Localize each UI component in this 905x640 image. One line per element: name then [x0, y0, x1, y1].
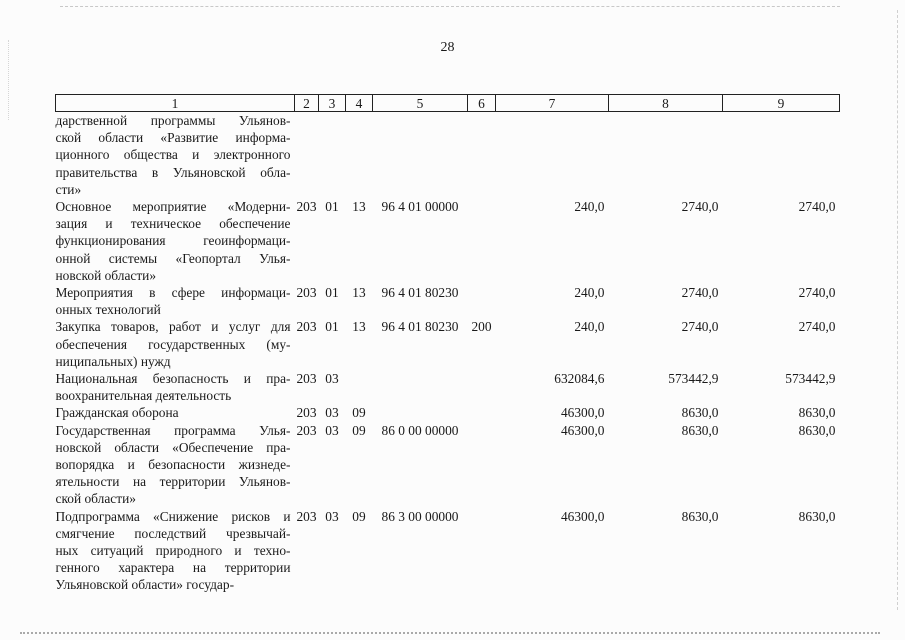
- row-cell-c3: 01: [325, 319, 339, 335]
- table-body: [56, 112, 840, 594]
- column-header: 6: [468, 95, 496, 112]
- table-row: [56, 370, 840, 404]
- table-row: [56, 318, 840, 370]
- row-cell-c3: 03: [325, 422, 339, 438]
- row-name-cell: [56, 508, 295, 594]
- row-name-cell: [56, 198, 295, 284]
- row-name-line: Государственная программа Улья-: [55, 422, 291, 438]
- row-cell-c9: 2740,0: [798, 285, 836, 301]
- table-row: [56, 112, 840, 199]
- row-name-cell: [56, 112, 295, 199]
- column-header: 4: [346, 95, 373, 112]
- row-cell-c7: 632084,6: [554, 371, 605, 387]
- row-cell-c5: [373, 112, 468, 199]
- table-row: [56, 508, 840, 594]
- table-row: [56, 422, 840, 508]
- row-name-line: онной системы «Геопортал Улья-: [55, 250, 291, 266]
- row-cell-c4: 09: [352, 422, 366, 438]
- column-header: 1: [56, 95, 295, 112]
- row-name-line: вопорядка и безопасности жизнеде-: [55, 457, 291, 473]
- row-cell-c8: 2740,0: [681, 319, 719, 335]
- scan-edge-right: [897, 10, 898, 610]
- row-cell-c5: 86 3 00 00000: [381, 508, 459, 524]
- row-name-line: онных технологий: [55, 302, 161, 318]
- row-cell-c6: [468, 198, 496, 284]
- row-cell-c6: [468, 284, 496, 318]
- row-cell-c9: 8630,0: [798, 405, 836, 421]
- row-cell-c2: 203: [296, 508, 317, 524]
- row-cell-c6: [468, 112, 496, 199]
- row-cell-c3: 01: [325, 285, 339, 301]
- row-cell-c8: 2740,0: [681, 285, 719, 301]
- row-cell-c5: 86 0 00 00000: [381, 422, 459, 438]
- row-cell-c5: 96 4 01 00000: [381, 199, 459, 215]
- row-cell-c3: 03: [325, 405, 339, 421]
- row-name-line: зация и техническое обеспечение: [55, 216, 291, 232]
- table-row: [56, 198, 840, 284]
- row-name-cell: [56, 404, 295, 421]
- row-cell-c6: [468, 508, 496, 594]
- column-number-row: [56, 95, 840, 112]
- column-header: 8: [609, 95, 723, 112]
- table-row: [56, 404, 840, 421]
- row-cell-c4: 09: [352, 508, 366, 524]
- row-name-line: воохранительная деятельность: [55, 388, 232, 404]
- row-cell-c9: [723, 112, 840, 199]
- row-name-line: генного характера на территории: [55, 560, 291, 576]
- row-name-line: ных ситуаций природного и техно-: [55, 543, 291, 559]
- row-cell-c2: [295, 112, 319, 199]
- row-name-line: ятельности на территории Ульянов-: [55, 474, 291, 490]
- row-name-line: Национальная безопасность и пра-: [55, 371, 291, 387]
- row-cell-c9: 8630,0: [798, 422, 836, 438]
- row-cell-c7: 46300,0: [560, 405, 605, 421]
- row-cell-c9: 2740,0: [798, 319, 836, 335]
- row-cell-c3: 03: [325, 508, 339, 524]
- row-name-cell: [56, 370, 295, 404]
- row-name-line: ниципальных) нужд: [55, 353, 171, 369]
- row-name-line: ционного общества и электронного: [55, 147, 291, 163]
- row-cell-c4: 13: [352, 285, 366, 301]
- row-name-line: Мероприятия в сфере информаци-: [55, 285, 291, 301]
- row-cell-c2: 203: [296, 422, 317, 438]
- row-name-line: обеспечения государственных (му-: [55, 336, 291, 352]
- row-cell-c4: [346, 370, 373, 404]
- row-cell-c7: 240,0: [574, 199, 605, 215]
- row-cell-c4: 13: [352, 319, 366, 335]
- row-cell-c8: [609, 112, 723, 199]
- column-header: 7: [496, 95, 609, 112]
- column-header: 5: [373, 95, 468, 112]
- row-cell-c5: 96 4 01 80230: [381, 285, 459, 301]
- row-cell-c3: 01: [325, 199, 339, 215]
- row-cell-c2: 203: [296, 319, 317, 335]
- row-cell-c5: 96 4 01 80230: [381, 319, 459, 335]
- row-cell-c7: [496, 112, 609, 199]
- row-cell-c2: 203: [296, 199, 317, 215]
- scan-edge-top: [60, 6, 840, 7]
- row-name-line: ской области»: [55, 491, 136, 507]
- row-cell-c8: 573442,9: [668, 371, 719, 387]
- table-row: [56, 284, 840, 318]
- row-cell-c8: 8630,0: [681, 508, 719, 524]
- row-cell-c6: [468, 370, 496, 404]
- row-cell-c9: 8630,0: [798, 508, 836, 524]
- row-name-line: функционирования геоинформаци-: [55, 233, 291, 249]
- row-cell-c5: [373, 404, 468, 421]
- row-cell-c9: 573442,9: [785, 371, 836, 387]
- column-header: 9: [723, 95, 840, 112]
- row-cell-c2: 203: [296, 405, 317, 421]
- row-cell-c3: 03: [325, 371, 339, 387]
- row-name-line: Ульяновской области» государ-: [55, 577, 235, 593]
- scan-edge-bottom: [20, 632, 880, 634]
- row-name-line: Основное мероприятие «Модерни-: [55, 199, 291, 215]
- row-cell-c3: [319, 112, 346, 199]
- budget-table: [55, 94, 840, 594]
- row-name-line: новской области «Обеспечение пра-: [55, 439, 291, 455]
- row-cell-c7: 240,0: [574, 285, 605, 301]
- row-cell-c5: [373, 370, 468, 404]
- row-name-cell: [56, 318, 295, 370]
- row-name-line: смягчение последствий чрезвычай-: [55, 525, 291, 541]
- column-header: 2: [295, 95, 319, 112]
- row-cell-c7: 240,0: [574, 319, 605, 335]
- row-cell-c8: 8630,0: [681, 405, 719, 421]
- row-name-line: Подпрограмма «Снижение рисков и: [55, 508, 291, 524]
- row-cell-c8: 8630,0: [681, 422, 719, 438]
- row-cell-c6: 200: [471, 319, 492, 335]
- row-cell-c4: 13: [352, 199, 366, 215]
- row-cell-c8: 2740,0: [681, 199, 719, 215]
- row-name-line: ской области «Развитие информа-: [55, 130, 291, 146]
- row-cell-c7: 46300,0: [560, 508, 605, 524]
- row-cell-c9: 2740,0: [798, 199, 836, 215]
- row-cell-c7: 46300,0: [560, 422, 605, 438]
- column-header: 3: [319, 95, 346, 112]
- row-name-line: сти»: [55, 181, 82, 197]
- row-cell-c4: [346, 112, 373, 199]
- row-cell-c6: [468, 404, 496, 421]
- row-name-cell: [56, 422, 295, 508]
- row-name-line: новской области»: [55, 267, 157, 283]
- page-number: 28: [440, 40, 455, 55]
- row-cell-c4: 09: [352, 405, 366, 421]
- row-name-line: дарственной программы Ульянов-: [55, 113, 291, 128]
- row-cell-c2: 203: [296, 371, 317, 387]
- row-name-line: Закупка товаров, работ и услуг для: [55, 319, 291, 335]
- row-name-line: Гражданская оборона: [55, 405, 179, 421]
- row-cell-c2: 203: [296, 285, 317, 301]
- row-name-line: правительства в Ульяновской обла-: [55, 164, 291, 180]
- row-name-cell: [56, 284, 295, 318]
- row-cell-c6: [468, 422, 496, 508]
